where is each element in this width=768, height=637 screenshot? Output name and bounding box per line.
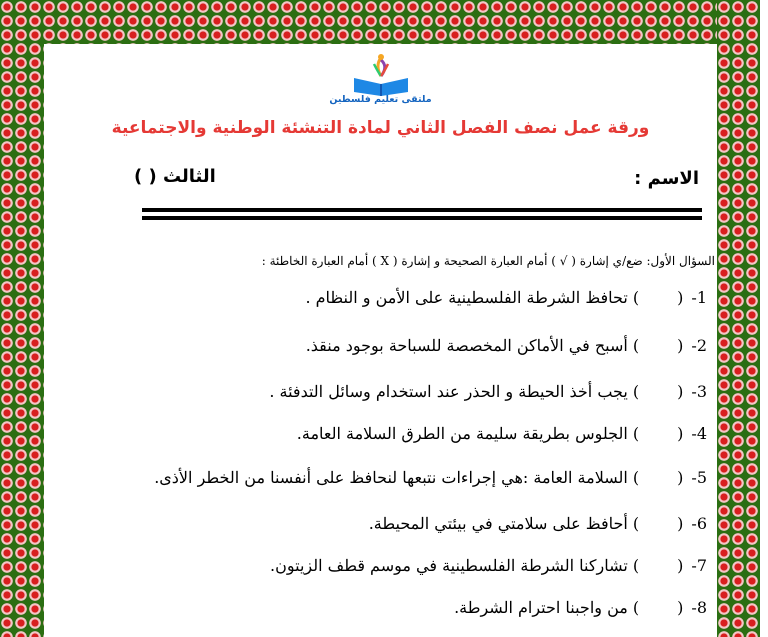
answer-blank: ( bbox=[677, 336, 684, 355]
answer-blank: ( bbox=[677, 598, 684, 617]
page-margin bbox=[760, 0, 768, 637]
separator-line bbox=[142, 208, 702, 222]
item-text: ) أحافظ على سلامتي في بيئتي المحيطة. bbox=[368, 514, 640, 533]
item-text: ) الجلوس بطريقة سليمة من الطرق السلامة العامة. bbox=[296, 424, 640, 443]
list-item bbox=[270, 556, 707, 575]
item-text: ) تشاركنا الشرطة الفلسطينية في موسم قطف الزيتون. bbox=[270, 556, 640, 575]
decorative-border-left bbox=[0, 0, 44, 637]
page-title: ورقة عمل نصف الفصل الثاني لمادة التنشئة الوطنية والاجتماعية bbox=[111, 118, 650, 138]
item-text: ) من واجبنا احترام الشرطة. bbox=[454, 598, 640, 617]
list-item bbox=[297, 424, 707, 443]
item-number: 4- bbox=[691, 424, 707, 443]
item-number: 6- bbox=[691, 514, 707, 533]
logo-text: ملتقى تعليم فلسطين bbox=[329, 94, 432, 105]
item-number: 1- bbox=[691, 288, 707, 307]
item-text: ) تحافظ الشرطة الفلسطينية على الأمن و النظام . bbox=[305, 288, 640, 307]
decorative-border-top bbox=[0, 0, 760, 44]
list-item bbox=[454, 598, 707, 617]
book-logo-icon bbox=[346, 52, 416, 96]
answer-blank: ( bbox=[677, 468, 684, 487]
site-logo bbox=[326, 52, 436, 105]
list-item bbox=[306, 336, 707, 355]
answer-blank: ( bbox=[677, 288, 684, 307]
item-number: 7- bbox=[691, 556, 707, 575]
list-item bbox=[269, 382, 707, 401]
item-text: ) أسبح في الأماكن المخصصة للسباحة بوجود منقذ. bbox=[305, 336, 640, 355]
answer-blank: ( bbox=[677, 556, 684, 575]
answer-blank: ( bbox=[677, 382, 684, 401]
item-text: ) السلامة العامة :هي إجراءات نتبعها لنحافظ على أنفسنا من الخطر الأذى. bbox=[154, 468, 640, 487]
answer-blank: ( bbox=[677, 514, 684, 533]
list-item bbox=[369, 514, 707, 533]
question-instruction: السؤال الأول: ضع/ي إشارة ( √ ) أمام العبارة الصحيحة و إشارة ( X ) أمام العبارة الخاطئة : bbox=[261, 254, 715, 268]
list-item bbox=[305, 288, 707, 307]
item-number: 8- bbox=[691, 598, 707, 617]
item-number: 2- bbox=[691, 336, 707, 355]
worksheet-page bbox=[44, 44, 717, 637]
item-number: 5- bbox=[691, 468, 707, 487]
name-label: الاسم : bbox=[634, 168, 699, 189]
answer-blank: ( bbox=[677, 424, 684, 443]
decorative-border-right bbox=[717, 0, 760, 637]
item-text: ) يجب أخذ الحيطة و الحذر عند استخدام وسائل التدفئة . bbox=[269, 382, 640, 401]
item-number: 3- bbox=[691, 382, 707, 401]
list-item bbox=[154, 468, 707, 487]
grade-label: الثالث ( ) bbox=[134, 166, 216, 187]
